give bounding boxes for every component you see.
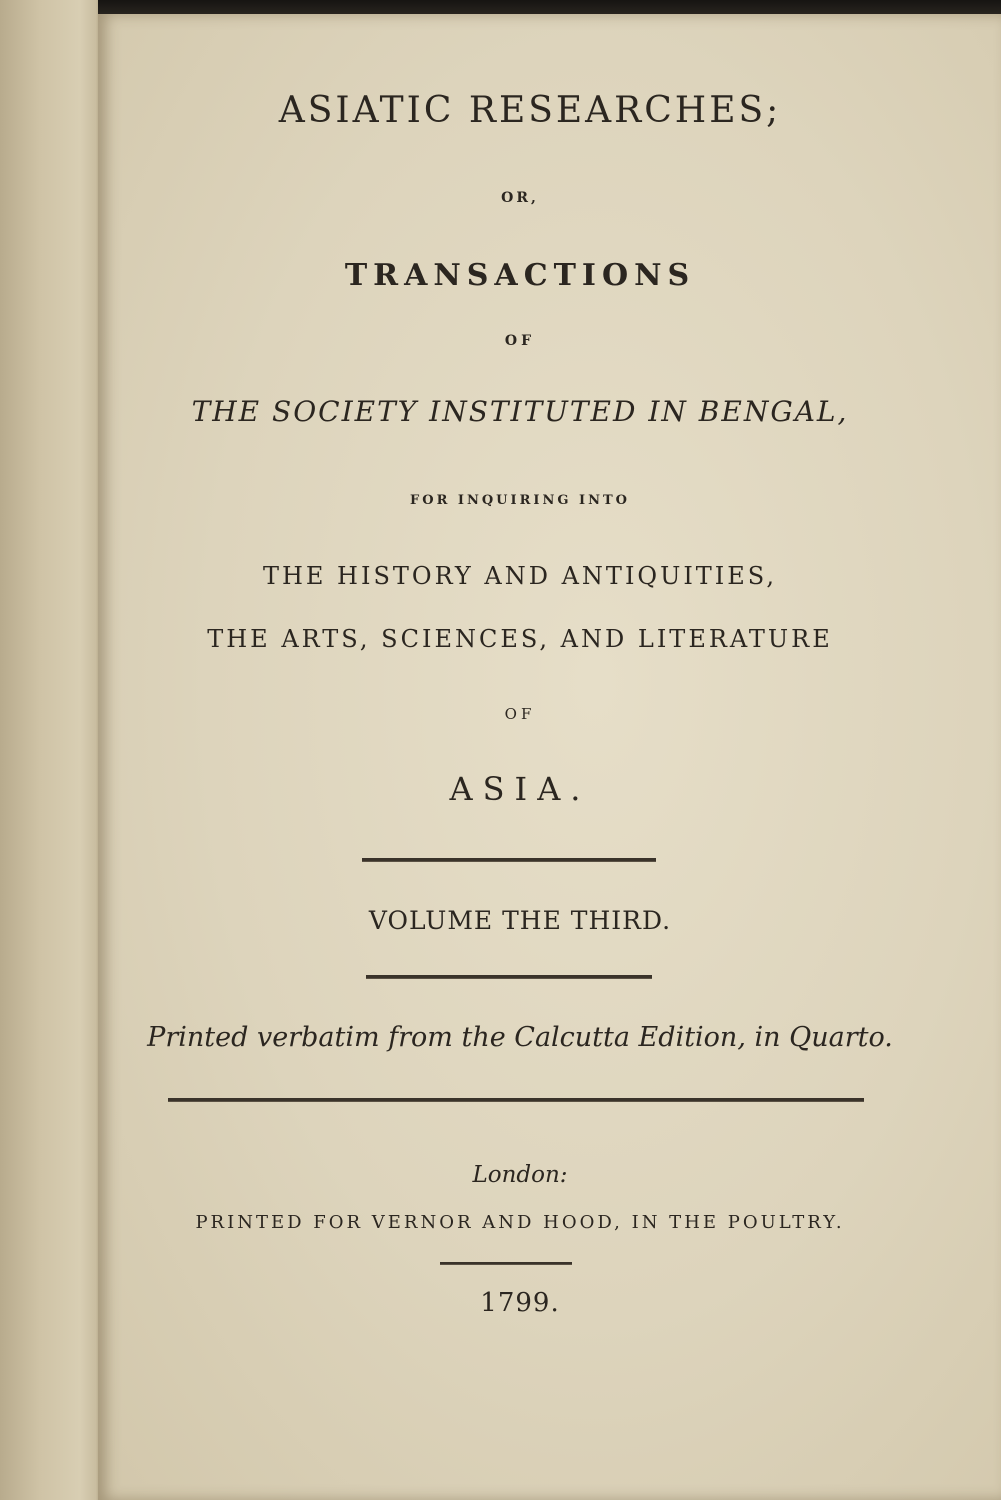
transactions: TRANSACTIONS — [344, 258, 696, 293]
society-line: THE SOCIETY INSTITUTED IN BENGAL, — [191, 395, 849, 428]
history-line: THE HISTORY AND ANTIQUITIES, — [262, 562, 778, 590]
city-line: London: — [472, 1162, 568, 1188]
rule-3 — [168, 1098, 864, 1102]
of-line-2: OF — [504, 705, 536, 723]
printer-line: PRINTED FOR VERNOR AND HOOD, IN THE POULTRY. — [195, 1212, 845, 1233]
arts-line: THE ARTS, SCIENCES, AND LITERATURE — [207, 625, 833, 653]
rule-1 — [362, 858, 656, 862]
asia-line: ASIA. — [449, 770, 591, 808]
rule-4 — [440, 1262, 572, 1265]
inquiring-line: FOR INQUIRING INTO — [410, 493, 630, 508]
or-line: OR, — [501, 190, 539, 206]
year-line: 1799. — [480, 1288, 560, 1318]
title-page — [98, 14, 1001, 1500]
volume-line: VOLUME THE THIRD. — [368, 906, 672, 935]
of-line-1: OF — [504, 333, 536, 349]
title: ASIATIC RESEARCHES; — [278, 90, 782, 131]
printed-verbatim-line: Printed verbatim from the Calcutta Edition, in Quarto. — [147, 1022, 893, 1053]
rule-2 — [366, 975, 652, 979]
